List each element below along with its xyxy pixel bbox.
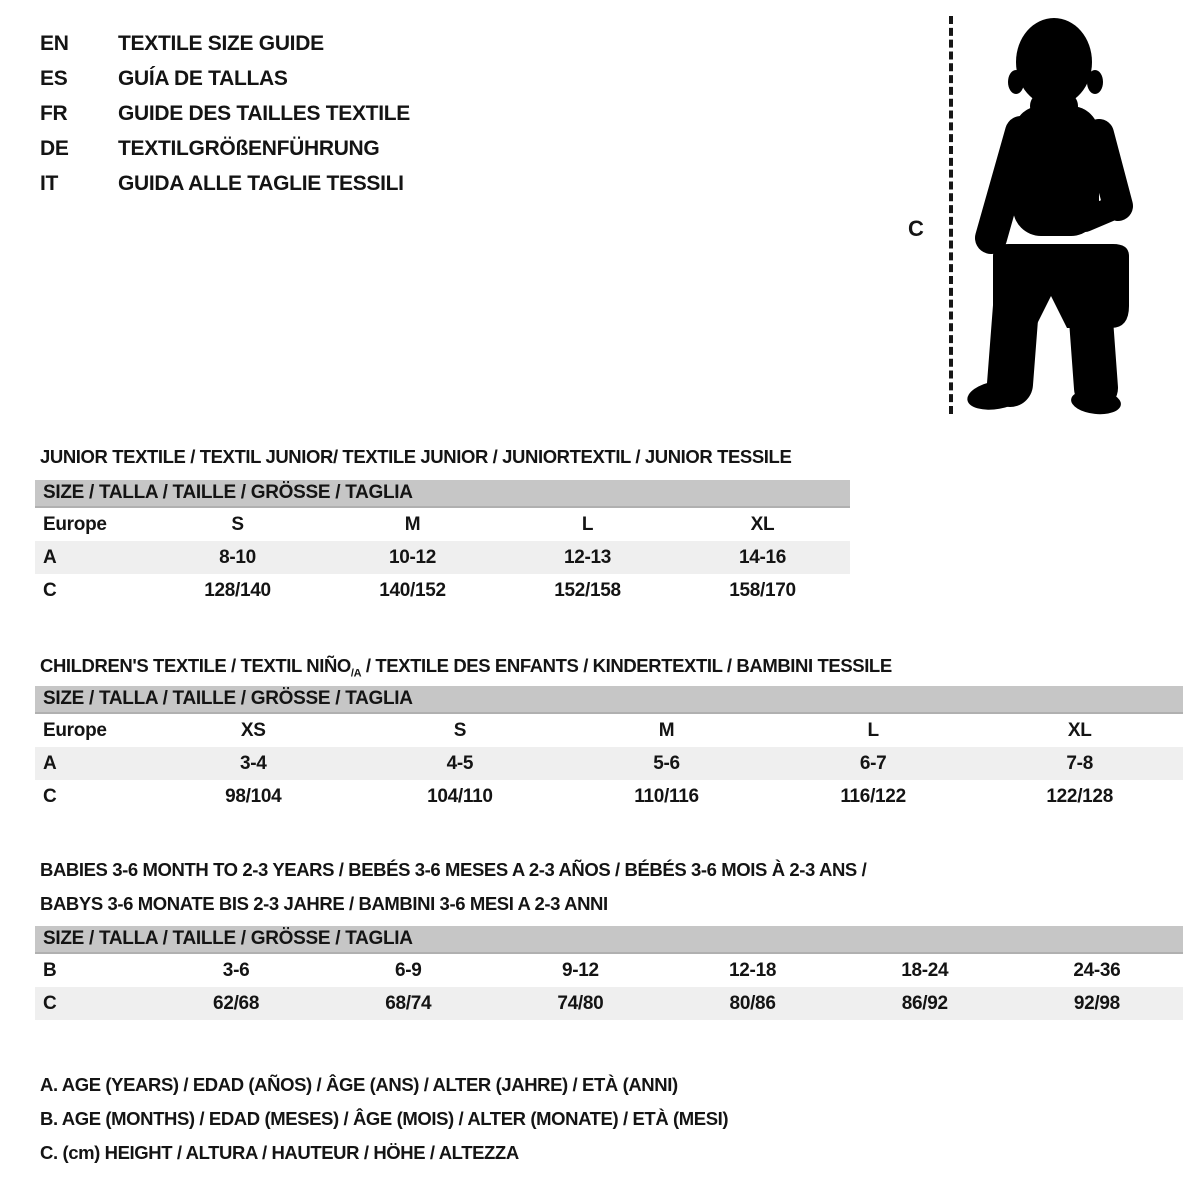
legend-age-months: B. AGE (MONTHS) / EDAD (MESES) / ÂGE (MOIS) / ALTER (MONATE) / ETÀ (MESI) xyxy=(40,1108,729,1129)
months-cell: 24-36 xyxy=(1073,959,1121,981)
height-cell: 80/86 xyxy=(729,992,776,1014)
height-cell: 116/122 xyxy=(840,785,906,807)
junior-size-table xyxy=(35,480,850,607)
babies-size-table xyxy=(35,926,1183,1020)
height-cell: 122/128 xyxy=(1046,785,1113,807)
table-row-months xyxy=(35,954,1183,987)
language-title: GUIDA ALLE TAGLIE TESSILI xyxy=(118,171,404,195)
size-cell: S xyxy=(231,513,244,535)
height-cell: 140/152 xyxy=(379,579,446,601)
table-row-age xyxy=(35,541,850,574)
babies-textile-title-line2: BABYS 3-6 MONATE BIS 2-3 JAHRE / BAMBINI 3-6 MESI A 2-3 ANNI xyxy=(40,893,608,915)
language-code: FR xyxy=(40,101,68,125)
junior-textile-title: JUNIOR TEXTILE / TEXTIL JUNIOR/ TEXTILE JUNIOR / JUNIORTEXTIL / JUNIOR TESSILE xyxy=(40,446,792,468)
age-cell: 6-7 xyxy=(859,752,887,774)
months-cell: 18-24 xyxy=(901,959,949,981)
age-cell: 12-13 xyxy=(563,546,612,568)
row-label: Europe xyxy=(43,719,107,741)
language-title: TEXTILE SIZE GUIDE xyxy=(118,31,324,55)
children-textile-title xyxy=(40,654,892,686)
height-cell: 104/110 xyxy=(427,785,493,807)
months-cell: 3-6 xyxy=(222,959,250,981)
table-row-height xyxy=(35,780,1183,813)
age-cell: 4-5 xyxy=(446,752,474,774)
months-cell: 6-9 xyxy=(394,959,422,981)
size-header-bar: SIZE / TALLA / TAILLE / GRÖSSE / TAGLIA xyxy=(35,480,850,508)
language-title: GUÍA DE TALLAS xyxy=(118,66,288,90)
age-cell: 8-10 xyxy=(219,546,256,568)
size-cell: XS xyxy=(240,719,266,741)
legend-height-cm: C. (cm) HEIGHT / ALTURA / HAUTEUR / HÖHE / ALTEZZA xyxy=(40,1142,519,1163)
size-cell: M xyxy=(658,719,675,741)
language-row-es xyxy=(40,61,410,96)
height-cell: 62/68 xyxy=(213,992,260,1014)
language-title: TEXTILGRÖßENFÜHRUNG xyxy=(118,136,380,160)
size-cell: L xyxy=(581,513,594,535)
size-cell: M xyxy=(404,513,421,535)
language-list xyxy=(40,26,410,201)
height-cell: 68/74 xyxy=(385,992,432,1014)
title-subscript: /A xyxy=(350,668,362,681)
height-cell: 152/158 xyxy=(554,579,621,601)
height-cell: 86/92 xyxy=(901,992,948,1014)
row-label: C xyxy=(43,785,57,807)
language-row-fr xyxy=(40,96,410,131)
age-cell: 14-16 xyxy=(738,546,787,568)
age-cell: 5-6 xyxy=(653,752,680,774)
language-row-de xyxy=(40,131,410,166)
size-header-bar: SIZE / TALLA / TAILLE / GRÖSSE / TAGLIA xyxy=(35,926,1183,954)
language-row-en xyxy=(40,26,410,61)
table-row-europe xyxy=(35,508,850,541)
height-dimension-label: C xyxy=(908,216,924,241)
title-prefix: CHILDREN'S TEXTILE / TEXTIL NIÑO xyxy=(40,655,351,677)
height-cell: 158/170 xyxy=(729,579,796,601)
height-measure-dashed-line xyxy=(949,16,953,414)
size-cell: L xyxy=(867,719,879,741)
row-label: Europe xyxy=(43,513,107,535)
legend-age-years: A. AGE (YEARS) / EDAD (AÑOS) / ÂGE (ANS) / ALTER (JAHRE) / ETÀ (ANNI) xyxy=(40,1074,678,1095)
table-row-europe xyxy=(35,714,1183,747)
table-row-height xyxy=(35,987,1183,1020)
table-row-age xyxy=(35,747,1183,780)
table-row-height xyxy=(35,574,850,607)
size-cell: XL xyxy=(1067,719,1092,741)
language-row-it xyxy=(40,166,410,201)
row-label: B xyxy=(43,959,57,981)
row-label: A xyxy=(43,546,57,568)
title-suffix: / TEXTILE DES ENFANTS / KINDERTEXTIL / BAMBINI TESSILE xyxy=(361,655,892,677)
height-cell: 74/80 xyxy=(557,992,604,1014)
toddler-silhouette-icon xyxy=(963,14,1137,418)
language-code: ES xyxy=(40,66,68,90)
height-cell: 128/140 xyxy=(204,579,271,601)
age-cell: 3-4 xyxy=(240,752,267,774)
language-code: IT xyxy=(40,171,59,195)
language-title: GUIDE DES TAILLES TEXTILE xyxy=(118,101,410,125)
size-cell: S xyxy=(453,719,467,741)
row-label: C xyxy=(43,992,57,1014)
size-header-bar: SIZE / TALLA / TAILLE / GRÖSSE / TAGLIA xyxy=(35,686,1183,714)
babies-textile-title-line1: BABIES 3-6 MONTH TO 2-3 YEARS / BEBÉS 3-6 MESES A 2-3 AÑOS / BÉBÉS 3-6 MOIS À 2-3 ANS / xyxy=(40,859,867,881)
age-cell: 10-12 xyxy=(388,546,437,568)
months-cell: 12-18 xyxy=(729,959,777,981)
children-size-table xyxy=(35,686,1183,813)
height-cell: 110/116 xyxy=(634,785,699,807)
language-code: EN xyxy=(40,31,69,55)
height-cell: 92/98 xyxy=(1073,992,1120,1014)
months-cell: 9-12 xyxy=(562,959,599,981)
row-label: A xyxy=(43,752,57,774)
row-label: C xyxy=(43,579,57,601)
height-cell: 98/104 xyxy=(225,785,282,807)
language-code: DE xyxy=(40,136,69,160)
dimension-legend xyxy=(40,1068,728,1170)
size-cell: XL xyxy=(750,513,775,535)
age-cell: 7-8 xyxy=(1066,752,1093,774)
